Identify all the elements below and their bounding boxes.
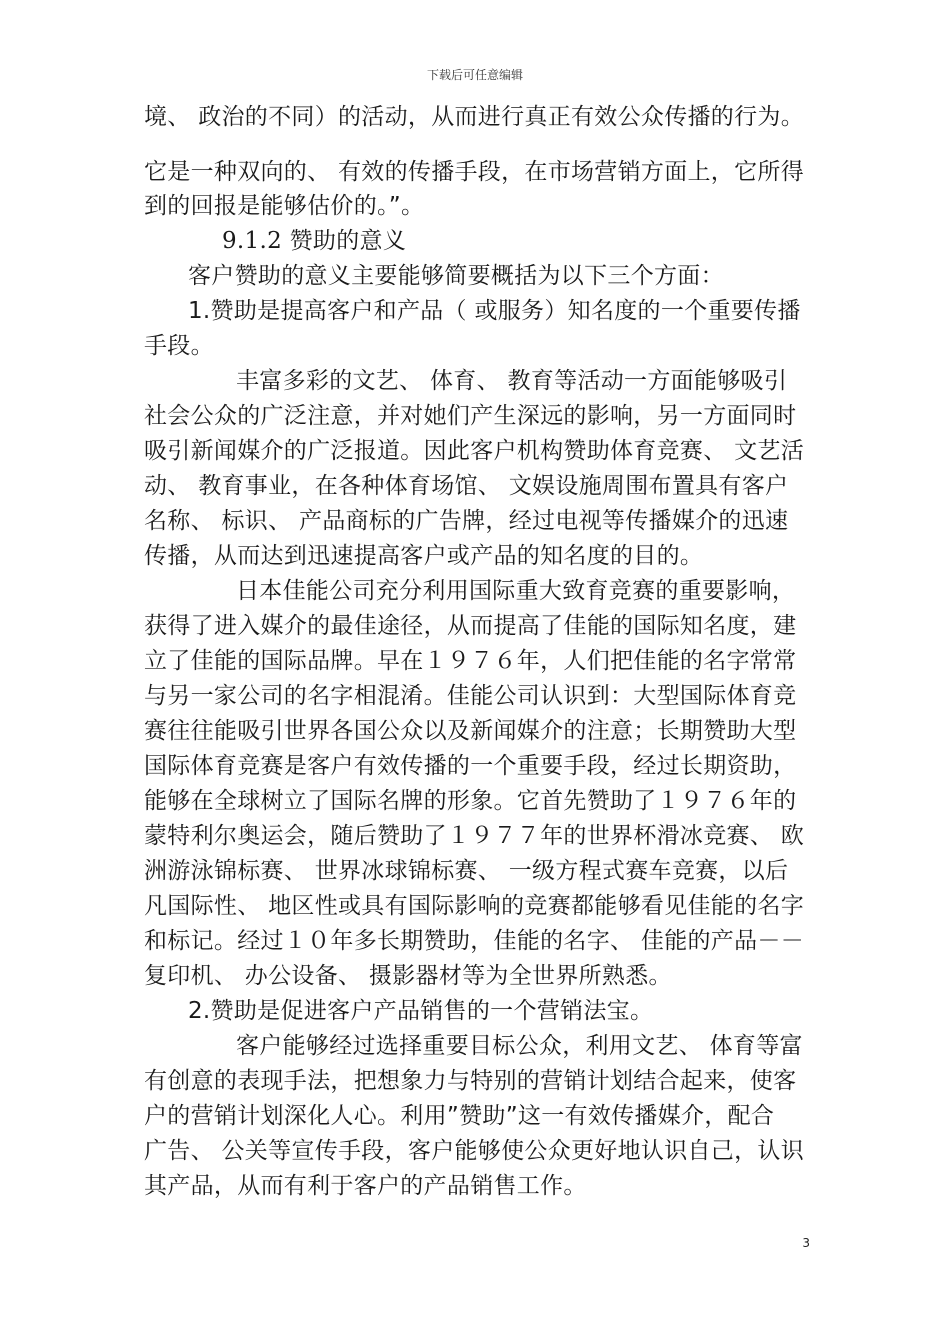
- text-line: 广告、 公关等宣传手段，客户能够使公众更好地认识自己，认识: [144, 1138, 805, 1164]
- text-line: 它是一种双向的、 有效的传播手段，在市场营销方面上，它所得: [144, 159, 805, 185]
- text-line: 蒙特利尔奥运会，随后赞助了１９７７年的世界杯滑冰竞赛、 欧: [144, 823, 805, 849]
- text-line: 有创意的表现手法，把想象力与特别的营销计划结合起来，使客: [144, 1068, 797, 1094]
- text-line: 赛往往能吸引世界各国公众以及新闻媒介的注意；长期赞助大型: [144, 718, 797, 744]
- page-number: 3: [802, 1236, 810, 1250]
- text-line: 客户赞助的意义主要能够简要概括为以下三个方面：: [188, 263, 724, 289]
- text-line: 户的营销计划深化人心。利用”赞助”这一有效传播媒介，配合: [144, 1103, 775, 1129]
- page-header: 下载后可任意编辑: [426, 68, 523, 82]
- text-line: 客户能够经过选择重要目标公众，利用文艺、 体育等富: [236, 1033, 803, 1059]
- text-line: 和标记。经过１０年多长期赞助，佳能的名字、 佳能的产品－－: [144, 928, 805, 954]
- text-line: 能够在全球树立了国际名牌的形象。它首先赞助了１９７６年的: [144, 788, 797, 814]
- section-heading: 9.1.2 赞助的意义: [222, 228, 407, 254]
- text-line: 传播，从而达到迅速提高客户或产品的知名度的目的。: [144, 543, 704, 569]
- text-line: 其产品，从而有利于客户的产品销售工作。: [144, 1173, 587, 1199]
- text-line: 到的回报是能够估价的。”。: [144, 193, 425, 219]
- list-item-heading: 1.赞助是提高客户和产品（ 或服务）知名度的一个重要传播: [188, 298, 801, 324]
- list-item-heading: 2.赞助是促进客户产品销售的一个营销法宝。: [188, 998, 654, 1024]
- text-line: 国际体育竞赛是客户有效传播的一个重要手段，经过长期资助，: [144, 753, 797, 779]
- text-line: 获得了进入媒介的最佳途径，从而提高了佳能的国际知名度，建: [144, 613, 797, 639]
- text-line: 立了佳能的国际品牌。早在１９７６年，人们把佳能的名字常常: [144, 648, 797, 674]
- text-line: 日本佳能公司充分利用国际重大致育竞赛的重要影响，: [236, 578, 796, 604]
- text-line: 境、 政治的不同）的活动，从而进行真正有效公众传播的行为。: [144, 104, 805, 130]
- text-line: 与另一家公司的名字相混淆。佳能公司认识到：大型国际体育竞: [144, 683, 797, 709]
- text-line: 名称、 标识、 产品商标的广告牌，经过电视等传播媒介的迅速: [144, 508, 789, 534]
- text-line: 手段。: [144, 333, 214, 359]
- text-line: 凡国际性、 地区性或具有国际影响的竞赛都能够看见佳能的名字: [144, 893, 805, 919]
- text-line: 社会公众的广泛注意，并对她们产生深远的影响，另一方面同时: [144, 403, 797, 429]
- text-line: 洲游泳锦标赛、 世界冰球锦标赛、 一级方程式赛车竞赛，以后: [144, 858, 789, 884]
- text-line: 复印机、 办公设备、 摄影器材等为全世界所熟悉。: [144, 963, 672, 989]
- text-line: 吸引新闻媒介的广泛报道。因此客户机构赞助体育竞赛、 文艺活: [144, 438, 805, 464]
- text-line: 丰富多彩的文艺、 体育、 教育等活动一方面能够吸引: [236, 368, 788, 394]
- text-line: 动、 教育事业，在各种体育场馆、 文娱设施周围布置具有客户: [144, 473, 789, 499]
